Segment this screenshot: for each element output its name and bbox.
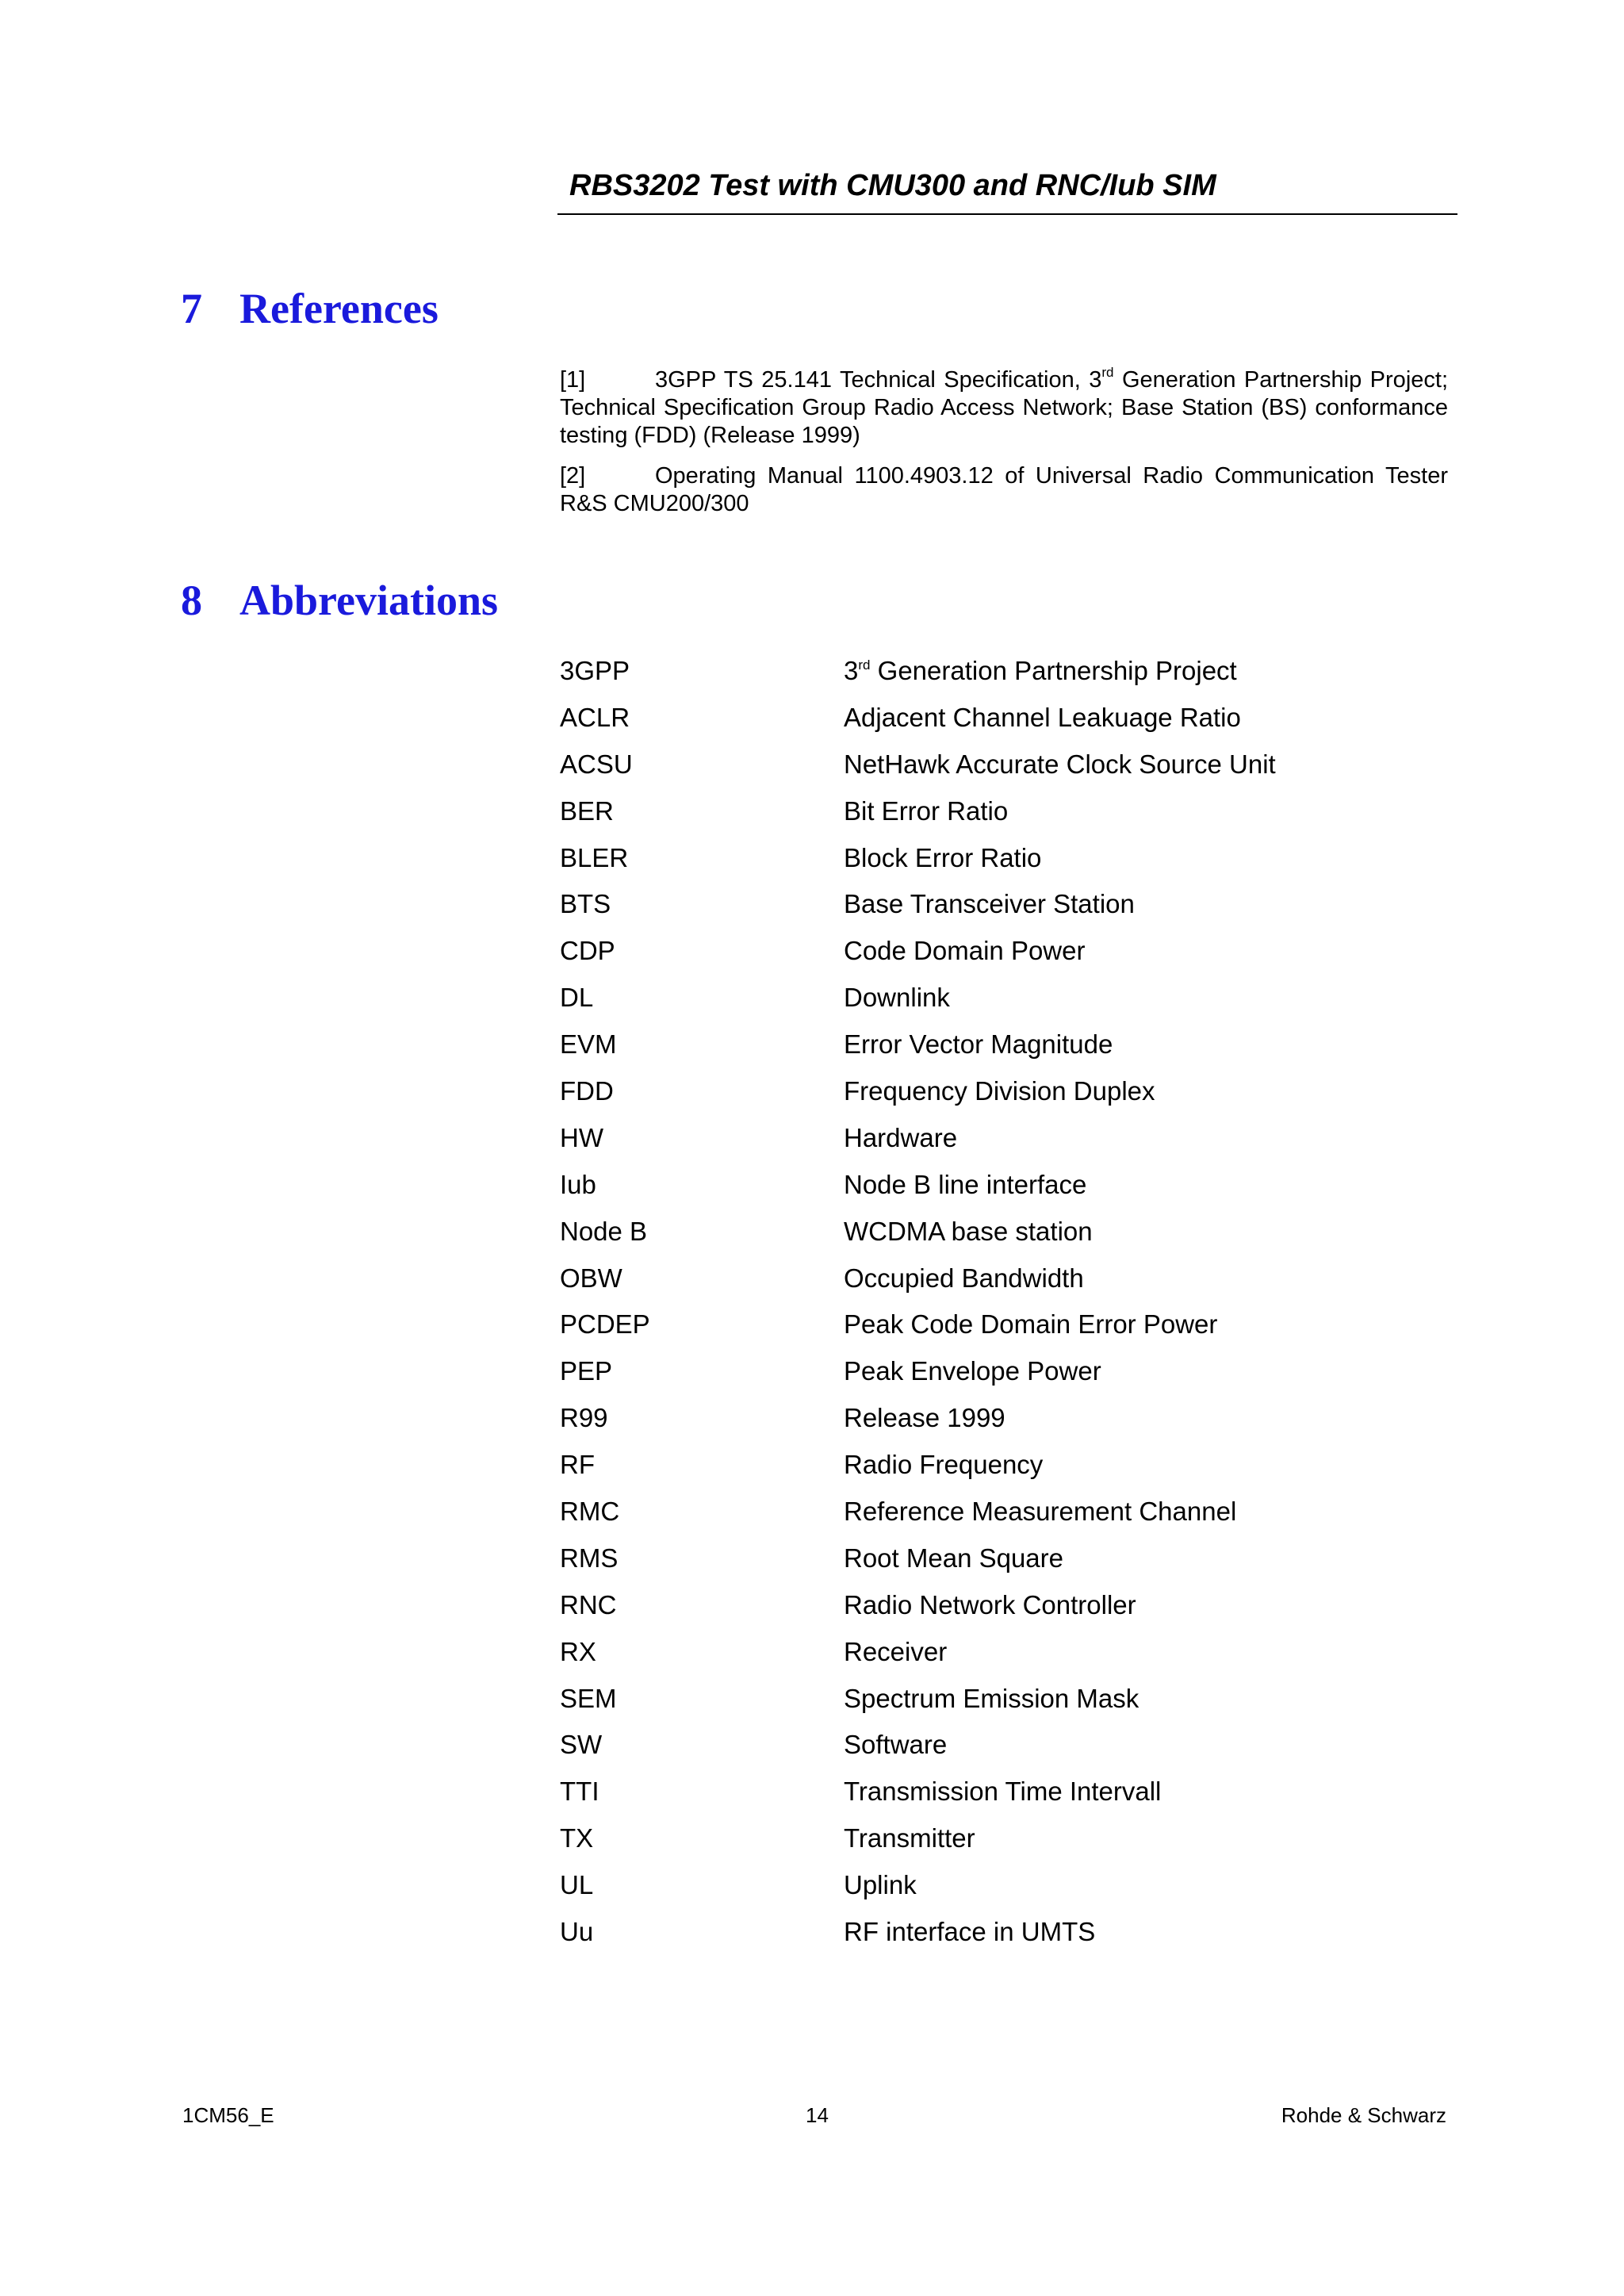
definition-text: Generation Partnership Project <box>870 656 1237 685</box>
definition-text: Radio Network Controller <box>844 1589 1136 1619</box>
definition-text: Reference Measurement Channel <box>844 1497 1237 1527</box>
abbreviation-term: Uu <box>560 1917 594 1947</box>
abbreviation-row <box>560 1170 1456 1217</box>
abbreviation-row <box>560 1590 1456 1637</box>
definition-text: Transmitter <box>844 1823 975 1853</box>
abbreviation-definition <box>844 1590 1136 1620</box>
abbreviation-definition <box>844 1309 1217 1340</box>
definition-text: Spectrum Emission Mask <box>844 1683 1139 1713</box>
definition-prefix: 3 <box>844 656 859 685</box>
abbreviation-row <box>560 1497 1456 1543</box>
reference-item <box>560 462 1448 518</box>
abbreviation-term: RMC <box>560 1497 620 1527</box>
abbreviation-row <box>560 656 1456 703</box>
abbreviation-definition <box>844 1076 1155 1106</box>
abbreviation-row <box>560 1309 1456 1356</box>
abbreviation-term: RF <box>560 1450 595 1480</box>
abbreviation-definition <box>844 1870 917 1900</box>
abbreviation-row <box>560 1777 1456 1823</box>
abbreviation-row <box>560 1029 1456 1076</box>
abbreviation-term: SEM <box>560 1683 617 1713</box>
reference-text: Operating Manual 1100.4903.12 of Universal Radio Communication Tester R&S CMU200/300 <box>560 463 1448 516</box>
abbreviation-term: UL <box>560 1870 594 1900</box>
reference-tag: [2] <box>560 463 586 489</box>
abbreviation-row <box>560 1450 1456 1497</box>
reference-item <box>560 366 1448 450</box>
definition-text: Bit Error Ratio <box>844 795 1009 826</box>
footer-doc-id: 1CM56_E <box>182 2103 274 2127</box>
abbreviation-row <box>560 1217 1456 1263</box>
abbreviation-term: BER <box>560 795 614 826</box>
reference-list <box>560 366 1448 518</box>
definition-superscript: rd <box>858 657 871 673</box>
definition-text: Root Mean Square <box>844 1543 1064 1573</box>
abbreviation-row <box>560 1263 1456 1310</box>
definition-text: Radio Frequency <box>844 1450 1044 1480</box>
reference-text: 3GPP TS 25.141 Technical Specification, 3 <box>655 367 1102 393</box>
abbreviation-term: TX <box>560 1823 594 1853</box>
section-heading-references <box>181 287 439 330</box>
abbreviation-definition <box>844 1497 1236 1527</box>
abbreviation-row <box>560 1543 1456 1590</box>
abbreviation-row <box>560 936 1456 983</box>
abbreviation-row <box>560 1076 1456 1123</box>
abbreviation-row <box>560 703 1456 749</box>
abbreviation-definition <box>844 1730 947 1760</box>
abbreviation-row <box>560 1637 1456 1684</box>
abbreviation-row <box>560 1823 1456 1870</box>
abbreviation-definition <box>844 1029 1113 1060</box>
abbreviation-row <box>560 1870 1456 1917</box>
abbreviation-row <box>560 889 1456 936</box>
abbreviation-row <box>560 1123 1456 1170</box>
reference-text-continued: Generation Partnership Project; Technical Specification Group Radio Access Network; Base Station (BS) conformance testing (FDD) (Release 1999) <box>560 367 1448 448</box>
abbreviation-term: FDD <box>560 1076 614 1106</box>
abbreviation-definition <box>844 936 1085 966</box>
abbreviation-definition <box>844 1170 1086 1200</box>
abbreviation-term: PCDEP <box>560 1309 650 1340</box>
abbreviation-row <box>560 796 1456 843</box>
abbreviation-term: Iub <box>560 1169 596 1199</box>
definition-text: Release 1999 <box>844 1403 1005 1433</box>
section-title: Abbreviations <box>239 577 499 624</box>
abbreviation-definition <box>844 1637 947 1667</box>
definition-text: NetHawk Accurate Clock Source Unit <box>844 749 1276 779</box>
definition-text: Code Domain Power <box>844 936 1086 966</box>
abbreviation-definition <box>844 983 950 1013</box>
definition-text: Adjacent Channel Leakuage Ratio <box>844 702 1241 732</box>
abbreviation-row <box>560 1684 1456 1731</box>
abbreviation-row <box>560 1730 1456 1777</box>
definition-text: Error Vector Magnitude <box>844 1029 1113 1060</box>
abbreviation-definition <box>844 796 1008 826</box>
definition-text: Hardware <box>844 1122 958 1152</box>
abbreviation-term: 3GPP <box>560 656 630 685</box>
abbreviation-term: ACLR <box>560 702 630 732</box>
abbreviation-term: RMS <box>560 1543 619 1573</box>
definition-text: WCDMA base station <box>844 1216 1093 1246</box>
abbreviation-term: BLER <box>560 842 629 872</box>
abbreviation-term: BTS <box>560 889 611 919</box>
abbreviation-definition <box>844 843 1041 873</box>
reference-superscript: rd <box>1101 365 1114 380</box>
section-heading-abbreviations <box>181 579 498 622</box>
footer-page-number: 14 <box>806 2103 829 2127</box>
abbreviation-row <box>560 749 1456 796</box>
abbreviation-definition <box>844 656 1237 686</box>
abbreviation-row <box>560 843 1456 890</box>
abbreviation-term: CDP <box>560 936 615 966</box>
abbreviation-term: RNC <box>560 1589 617 1619</box>
definition-text: Occupied Bandwidth <box>844 1263 1084 1293</box>
definition-text: Downlink <box>844 983 950 1013</box>
header-rule <box>557 213 1457 215</box>
abbreviation-term: PEP <box>560 1356 613 1386</box>
definition-text: RF interface in UMTS <box>844 1917 1096 1947</box>
abbreviation-definition <box>844 1917 1095 1947</box>
running-header-title: RBS3202 Test with CMU300 and RNC/Iub SIM <box>569 169 1216 202</box>
abbreviation-row <box>560 983 1456 1029</box>
abbreviation-term: DL <box>560 983 594 1013</box>
abbreviation-row <box>560 1403 1456 1450</box>
definition-text: Base Transceiver Station <box>844 889 1135 919</box>
definition-text: Receiver <box>844 1636 948 1666</box>
definition-text: Frequency Division Duplex <box>844 1076 1155 1106</box>
abbreviation-definition <box>844 1777 1161 1807</box>
definition-text: Peak Code Domain Error Power <box>844 1309 1218 1340</box>
abbreviation-term: ACSU <box>560 749 633 779</box>
abbreviation-definition <box>844 1356 1101 1386</box>
abbreviation-row <box>560 1917 1456 1964</box>
abbreviation-definition <box>844 1823 975 1853</box>
abbreviation-definition <box>844 1450 1043 1480</box>
abbreviation-row <box>560 1356 1456 1403</box>
definition-text: Block Error Ratio <box>844 842 1042 872</box>
definition-text: Software <box>844 1730 948 1760</box>
reference-tag: [1] <box>560 367 586 393</box>
abbreviation-definition <box>844 1217 1093 1247</box>
section-number: 7 <box>181 285 202 332</box>
definition-text: Peak Envelope Power <box>844 1356 1101 1386</box>
abbreviation-list <box>560 656 1456 1964</box>
abbreviation-definition <box>844 1263 1084 1294</box>
footer-company: Rohde & Schwarz <box>1281 2103 1446 2127</box>
abbreviation-term: SW <box>560 1730 603 1760</box>
abbreviation-definition <box>844 1543 1063 1573</box>
definition-text: Transmission Time Intervall <box>844 1777 1162 1807</box>
abbreviation-definition <box>844 749 1276 780</box>
section-number: 8 <box>181 577 202 624</box>
abbreviation-term: R99 <box>560 1403 608 1433</box>
abbreviation-term: RX <box>560 1636 596 1666</box>
abbreviation-definition <box>844 1403 1005 1433</box>
abbreviation-term: HW <box>560 1122 603 1152</box>
abbreviation-term: EVM <box>560 1029 617 1060</box>
abbreviation-term: OBW <box>560 1263 622 1293</box>
abbreviation-term: Node B <box>560 1216 648 1246</box>
definition-text: Uplink <box>844 1870 917 1900</box>
abbreviation-definition <box>844 703 1241 733</box>
abbreviation-term: TTI <box>560 1777 599 1807</box>
abbreviation-definition <box>844 1123 957 1153</box>
section-title: References <box>239 285 439 332</box>
abbreviation-definition <box>844 1684 1139 1714</box>
abbreviation-definition <box>844 889 1135 919</box>
definition-text: Node B line interface <box>844 1169 1087 1199</box>
